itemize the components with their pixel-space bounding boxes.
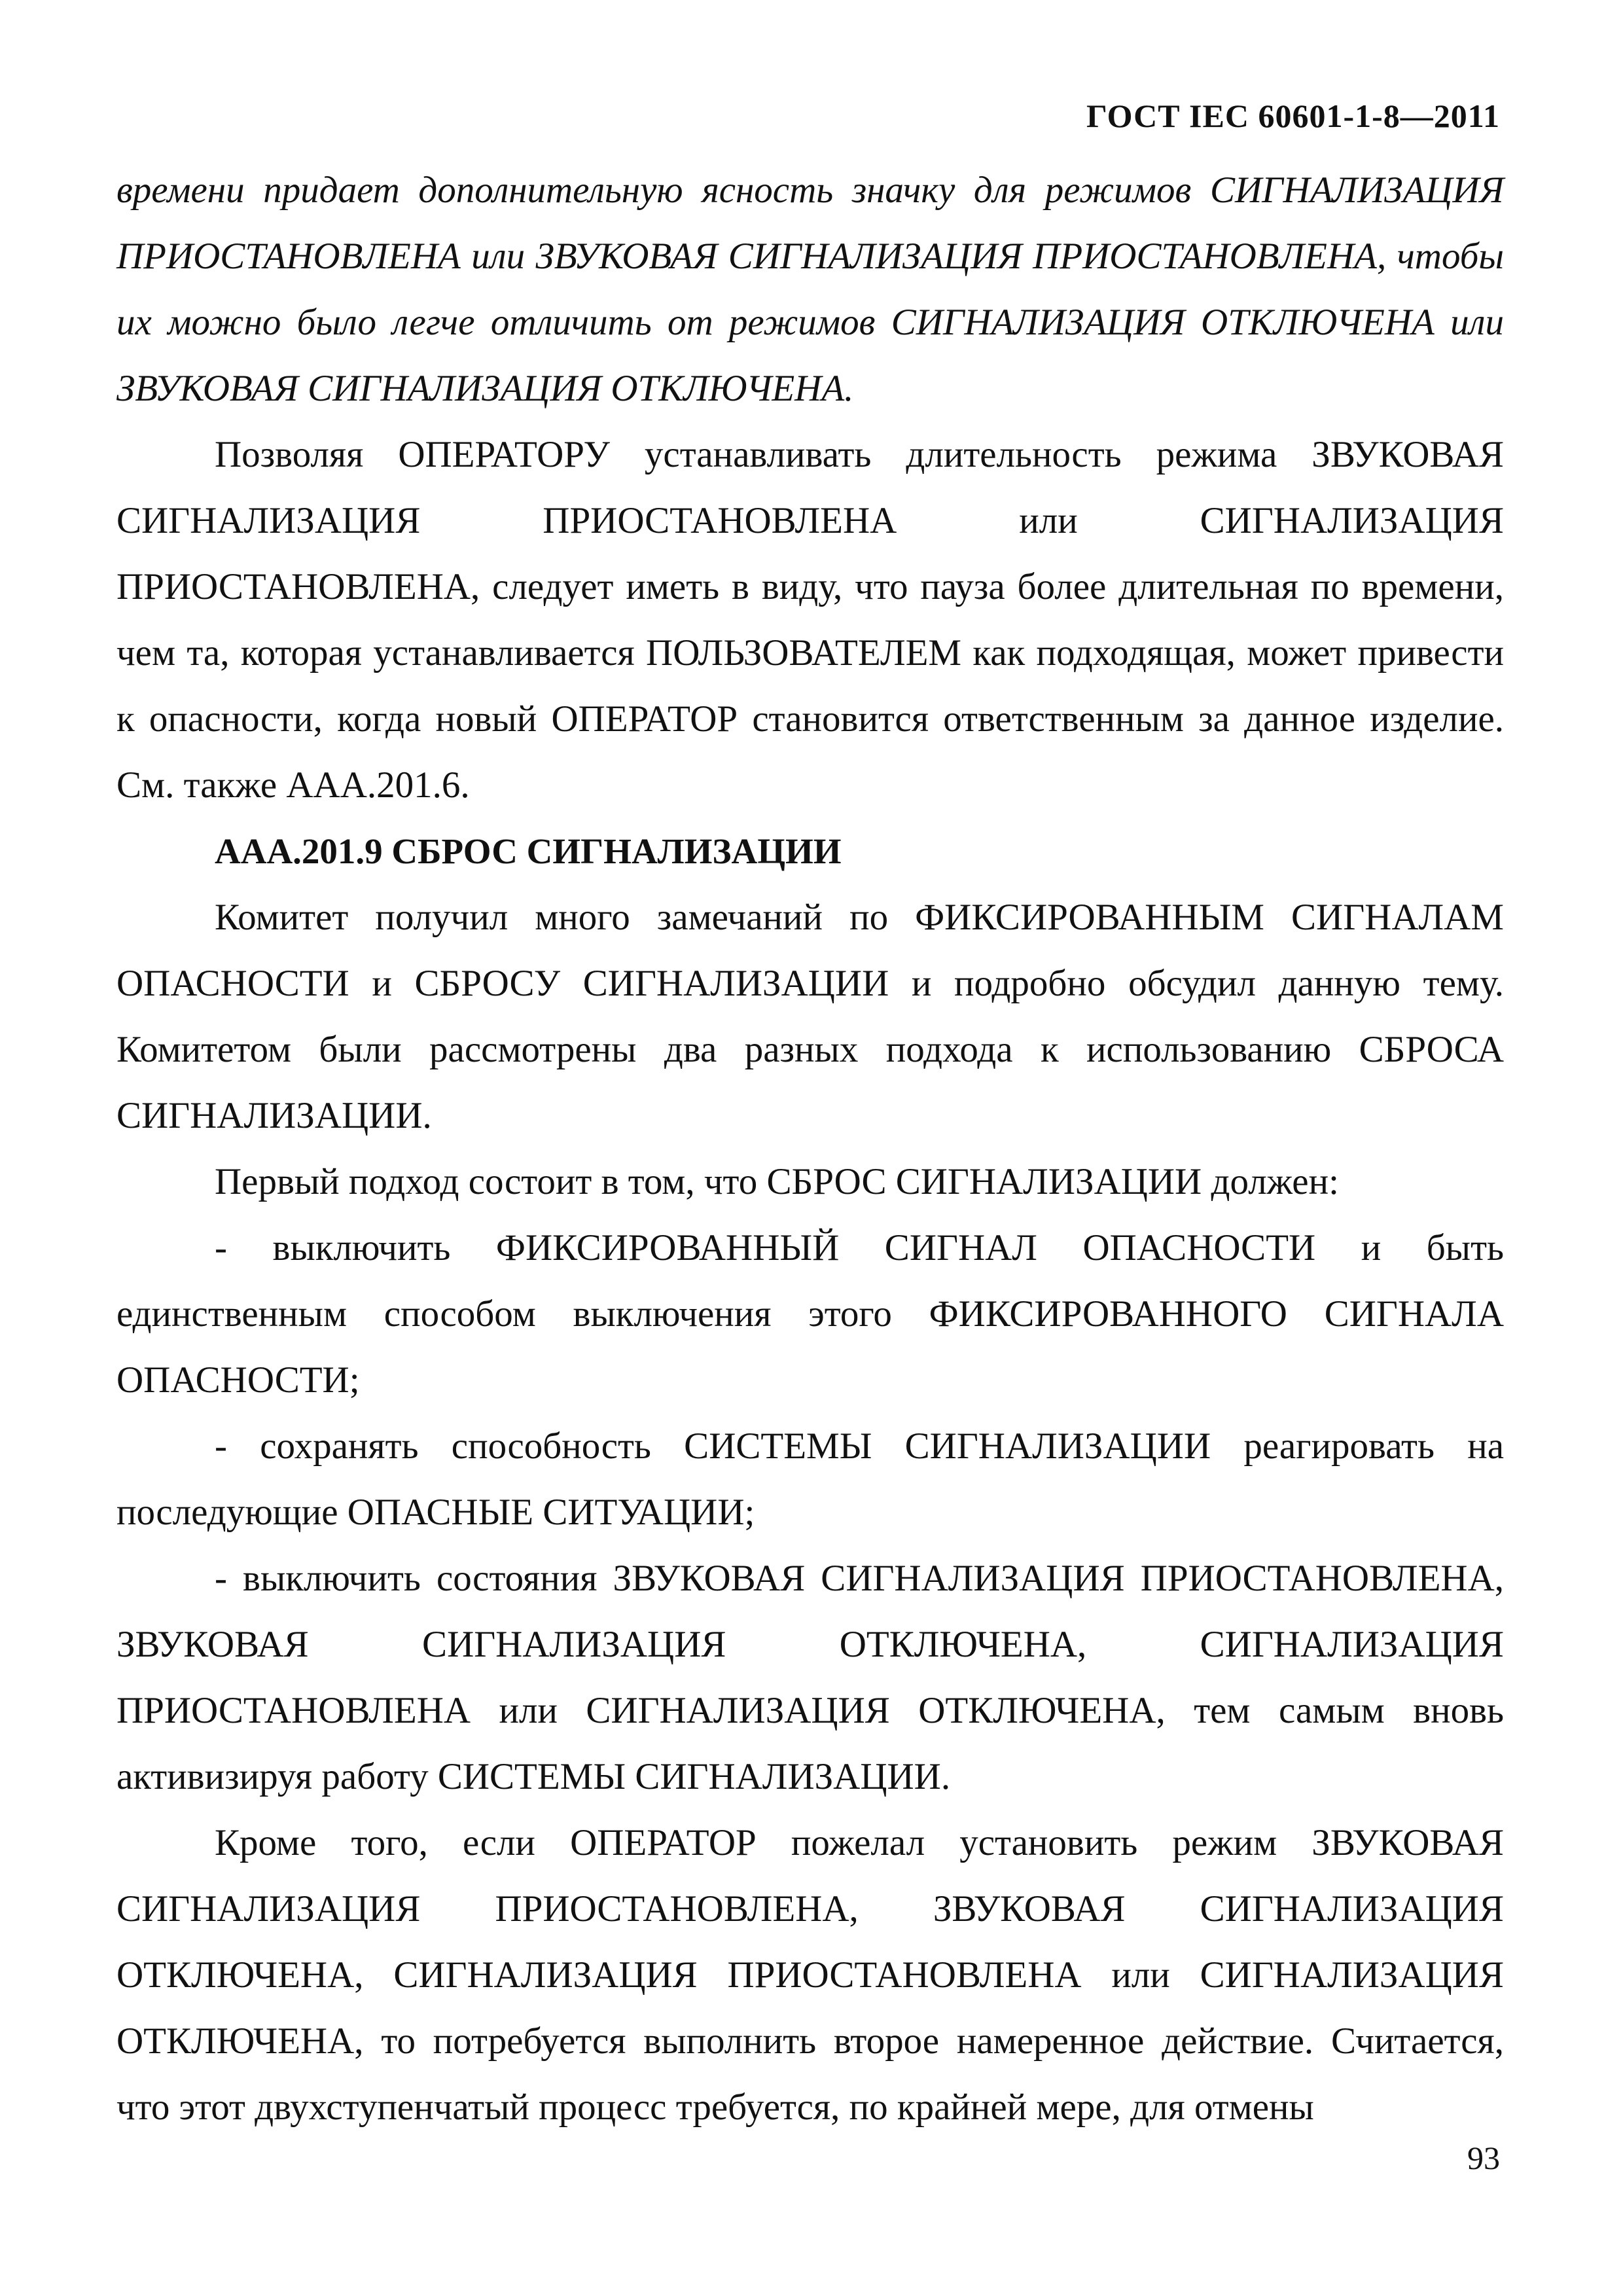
list-item: - выключить состояния ЗВУКОВАЯ СИГНАЛИЗАЦИЯ ПРИОСТАНОВЛЕНА, ЗВУКОВАЯ СИГНАЛИЗАЦИЯ ОТКЛЮЧЕНА, СИГНАЛИЗАЦИЯ ПРИОСТАНОВЛЕНА или СИГНАЛИЗАЦИЯ ОТКЛЮЧЕНА, тем самым вновь активизируя работу СИСТЕМЫ СИГНАЛИЗАЦИИ.: [116, 1558, 1504, 1797]
paragraph-operator-duration: Позволяя ОПЕРАТОРУ устанавливать длительность режима ЗВУКОВАЯ СИГНАЛИЗАЦИЯ ПРИОСТАНОВЛЕНА или СИГНАЛИЗАЦИЯ ПРИОСТАНОВЛЕНА, следует иметь в виду, что пауза более длительная по времени, чем та, которая устанавливается ПОЛЬЗОВАТЕЛЕМ как подходящая, может привести к опасности, когда новый ОПЕРАТОР становится ответственным за данное изделие. См. также ААА.201.6.: [116, 434, 1504, 806]
document-header: ГОСТ IEC 60601-1-8—2011: [1086, 98, 1500, 134]
paragraph-continuation: времени придает дополнительную ясность значку для режимов СИГНАЛИЗАЦИЯ ПРИОСТАНОВЛЕНА или ЗВУКОВАЯ СИГНАЛИЗАЦИЯ ПРИОСТАНОВЛЕНА, чтобы их можно было легче отличить от режимов СИГНАЛИЗАЦИЯ ОТКЛЮЧЕНА или ЗВУКОВАЯ СИГНАЛИЗАЦИЯ ОТКЛЮЧЕНА.: [116, 170, 1504, 409]
paragraph-first-approach: Первый подход состоит в том, что СБРОС СИГНАЛИЗАЦИИ должен:: [215, 1161, 1339, 1202]
paragraph-committee: Комитет получил много замечаний по ФИКСИРОВАННЫМ СИГНАЛАМ ОПАСНОСТИ и СБРОСУ СИГНАЛИЗАЦИИ и подробно обсудил данную тему. Комитетом были рассмотрены два разных подхода к использованию СБРОСА СИГНАЛИЗАЦИИ.: [116, 897, 1504, 1136]
list-item: - сохранять способность СИСТЕМЫ СИГНАЛИЗАЦИИ реагировать на последующие ОПАСНЫЕ СИТУАЦИИ;: [116, 1426, 1504, 1533]
page-number: 93: [1467, 2140, 1500, 2176]
section-heading: ААА.201.9 СБРОС СИГНАЛИЗАЦИИ: [215, 831, 842, 871]
list-item: - выключить ФИКСИРОВАННЫЙ СИГНАЛ ОПАСНОСТИ и быть единственным способом выключения этого ФИКСИРОВАННОГО СИГНАЛА ОПАСНОСТИ;: [116, 1227, 1504, 1401]
page-body: [116, 157, 1504, 2140]
paragraph-second-action: Кроме того, если ОПЕРАТОР пожелал установить режим ЗВУКОВАЯ СИГНАЛИЗАЦИЯ ПРИОСТАНОВЛЕНА, ЗВУКОВАЯ СИГНАЛИЗАЦИЯ ОТКЛЮЧЕНА, СИГНАЛИЗАЦИЯ ПРИОСТАНОВЛЕНА или СИГНАЛИЗАЦИЯ ОТКЛЮЧЕНА, то потребуется выполнить второе намеренное действие. Считается, что этот двухступенчатый процесс требуется, по крайней мере, для отмены: [116, 1822, 1504, 2128]
